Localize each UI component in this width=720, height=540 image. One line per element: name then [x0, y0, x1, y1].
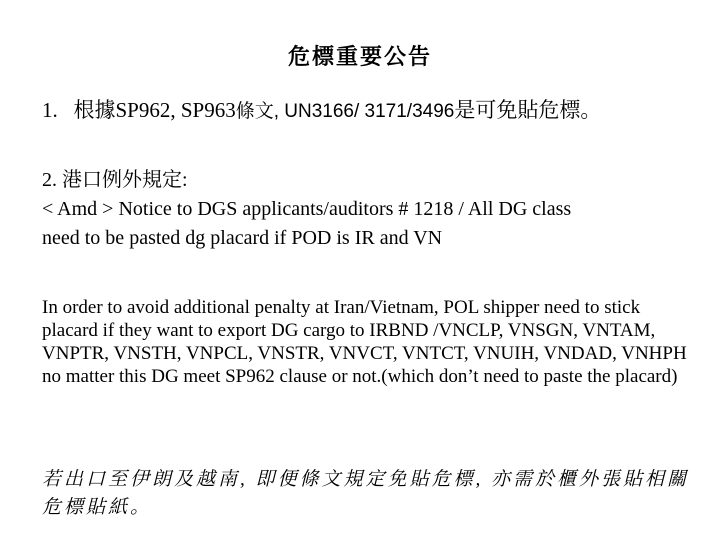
page-title: 危標重要公告: [287, 44, 432, 70]
item-1-number: 1.: [42, 98, 58, 122]
item-2-heading: 2. 港口例外規定:: [42, 169, 188, 191]
chinese-paragraph: 若出口至伊朗及越南, 即便條文規定免貼危標, 亦需於櫃外張貼相關危標貼紙。: [42, 469, 690, 518]
item-1: [42, 94, 702, 124]
item-2-line-2: need to be pasted dg placard if POD is IR and VN: [42, 227, 443, 249]
item-2-line-1: < Amd > Notice to DGS applicants/auditors # 1218 / All DG class: [42, 198, 572, 220]
item-1-text-a: 根據SP962, SP963: [73, 98, 236, 122]
item-1-text-b: 條文, UN3166/ 3171/3496: [235, 101, 455, 122]
item-2: [42, 166, 702, 253]
english-paragraph: In order to avoid additional penalty at Iran/Vietnam, POL shipper need to stick placard if they want to export DG cargo to IRBND /VNCLP, VNSGN, VNTAM, VNPTR, VNSTH, VNPCL, VNSTR, VNVCT, VNTCT, VNUIH, VNDAD, VNHPH no matter this DG meet SP962 clause or not.(which don’t need to paste the placard): [42, 297, 687, 387]
item-1-text-c: 是可免貼危標。: [454, 98, 602, 122]
